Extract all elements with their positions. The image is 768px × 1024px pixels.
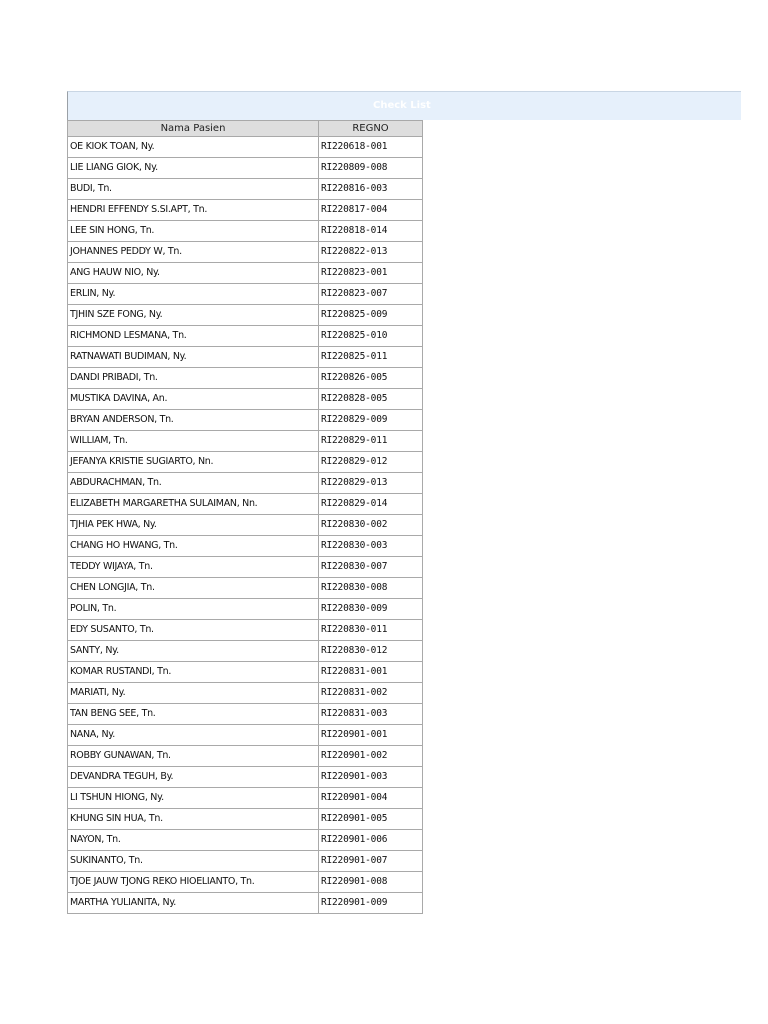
patient-name-cell: LIE LIANG GIOK, Ny.: [68, 158, 319, 179]
table-row: [68, 179, 423, 200]
regno-cell: RI220901-009: [319, 893, 423, 914]
table-row: [68, 284, 423, 305]
patient-name-cell: RICHMOND LESMANA, Tn.: [68, 326, 319, 347]
regno-cell: RI220831-001: [319, 662, 423, 683]
patient-name-cell: ABDURACHMAN, Tn.: [68, 473, 319, 494]
regno-cell: RI220829-011: [319, 431, 423, 452]
table-row: [68, 641, 423, 662]
regno-cell: RI220825-011: [319, 347, 423, 368]
patient-name-cell: LEE SIN HONG, Tn.: [68, 221, 319, 242]
patient-name-cell: RATNAWATI BUDIMAN, Ny.: [68, 347, 319, 368]
patient-name-cell: JEFANYA KRISTIE SUGIARTO, Nn.: [68, 452, 319, 473]
patient-name-cell: DANDI PRIBADI, Tn.: [68, 368, 319, 389]
table-row: [68, 515, 423, 536]
table-row: [68, 158, 423, 179]
table-row: [68, 305, 423, 326]
table-row: [68, 347, 423, 368]
patient-name-cell: KHUNG SIN HUA, Tn.: [68, 809, 319, 830]
report-title-band: [67, 91, 741, 120]
patient-name-cell: TJHIN SZE FONG, Ny.: [68, 305, 319, 326]
regno-cell: RI220901-004: [319, 788, 423, 809]
regno-cell: RI220831-003: [319, 704, 423, 725]
table-row: [68, 368, 423, 389]
table-row: [68, 725, 423, 746]
patient-name-cell: ROBBY GUNAWAN, Tn.: [68, 746, 319, 767]
table-row: [68, 767, 423, 788]
table-row: [68, 263, 423, 284]
regno-cell: RI220901-005: [319, 809, 423, 830]
regno-cell: RI220823-001: [319, 263, 423, 284]
regno-cell: RI220829-014: [319, 494, 423, 515]
table-row: [68, 809, 423, 830]
table-row: [68, 704, 423, 725]
patient-name-cell: NAYON, Tn.: [68, 830, 319, 851]
patient-name-cell: OE KIOK TOAN, Ny.: [68, 137, 319, 158]
regno-cell: RI220809-008: [319, 158, 423, 179]
patient-name-cell: EDY SUSANTO, Tn.: [68, 620, 319, 641]
table-row: [68, 410, 423, 431]
regno-cell: RI220825-009: [319, 305, 423, 326]
patient-name-cell: DEVANDRA TEGUH, By.: [68, 767, 319, 788]
regno-cell: RI220829-012: [319, 452, 423, 473]
patient-name-cell: SUKINANTO, Tn.: [68, 851, 319, 872]
patient-name-cell: MARIATI, Ny.: [68, 683, 319, 704]
regno-cell: RI220901-007: [319, 851, 423, 872]
patient-name-cell: POLIN, Tn.: [68, 599, 319, 620]
patient-name-cell: ELIZABETH MARGARETHA SULAIMAN, Nn.: [68, 494, 319, 515]
patient-name-cell: ERLIN, Ny.: [68, 284, 319, 305]
patient-name-cell: BUDI, Tn.: [68, 179, 319, 200]
patient-name-cell: ANG HAUW NIO, Ny.: [68, 263, 319, 284]
patient-name-cell: CHEN LONGJIA, Tn.: [68, 578, 319, 599]
regno-cell: RI220830-007: [319, 557, 423, 578]
regno-cell: RI220822-013: [319, 242, 423, 263]
table-row: [68, 242, 423, 263]
regno-cell: RI220830-002: [319, 515, 423, 536]
patient-name-cell: TAN BENG SEE, Tn.: [68, 704, 319, 725]
regno-cell: RI220830-003: [319, 536, 423, 557]
regno-cell: RI220826-005: [319, 368, 423, 389]
table-row: [68, 746, 423, 767]
table-row: [68, 599, 423, 620]
patient-name-cell: BRYAN ANDERSON, Tn.: [68, 410, 319, 431]
regno-cell: RI220830-009: [319, 599, 423, 620]
regno-cell: RI220823-007: [319, 284, 423, 305]
patient-name-cell: CHANG HO HWANG, Tn.: [68, 536, 319, 557]
regno-cell: RI220817-004: [319, 200, 423, 221]
table-row: [68, 788, 423, 809]
table-row: [68, 557, 423, 578]
regno-cell: RI220831-002: [319, 683, 423, 704]
regno-cell: RI220829-009: [319, 410, 423, 431]
column-header-regno: REGNO: [319, 121, 423, 137]
table-row: [68, 326, 423, 347]
table-header-row: [68, 121, 423, 137]
table-row: [68, 494, 423, 515]
regno-cell: RI220901-003: [319, 767, 423, 788]
regno-cell: RI220830-011: [319, 620, 423, 641]
table-row: [68, 200, 423, 221]
patient-name-cell: JOHANNES PEDDY W, Tn.: [68, 242, 319, 263]
regno-cell: RI220830-008: [319, 578, 423, 599]
table-row: [68, 389, 423, 410]
patient-name-cell: HENDRI EFFENDY S.SI.APT, Tn.: [68, 200, 319, 221]
table-row: [68, 872, 423, 893]
report-title: Check List: [373, 100, 431, 111]
table-row: [68, 221, 423, 242]
regno-cell: RI220901-001: [319, 725, 423, 746]
table-row: [68, 431, 423, 452]
regno-cell: RI220901-002: [319, 746, 423, 767]
regno-cell: RI220825-010: [319, 326, 423, 347]
patient-name-cell: WILLIAM, Tn.: [68, 431, 319, 452]
patient-table: [67, 120, 423, 914]
table-row: [68, 473, 423, 494]
regno-cell: RI220901-006: [319, 830, 423, 851]
regno-cell: RI220618-001: [319, 137, 423, 158]
table-row: [68, 851, 423, 872]
patient-name-cell: LI TSHUN HIONG, Ny.: [68, 788, 319, 809]
table-row: [68, 137, 423, 158]
table-row: [68, 893, 423, 914]
patient-name-cell: KOMAR RUSTANDI, Tn.: [68, 662, 319, 683]
regno-cell: RI220829-013: [319, 473, 423, 494]
table-row: [68, 578, 423, 599]
regno-cell: RI220830-012: [319, 641, 423, 662]
table-row: [68, 452, 423, 473]
patient-name-cell: MARTHA YULIANITA, Ny.: [68, 893, 319, 914]
regno-cell: RI220901-008: [319, 872, 423, 893]
table-row: [68, 662, 423, 683]
patient-name-cell: TEDDY WIJAYA, Tn.: [68, 557, 319, 578]
regno-cell: RI220816-003: [319, 179, 423, 200]
table-row: [68, 536, 423, 557]
patient-name-cell: SANTY, Ny.: [68, 641, 319, 662]
table-row: [68, 683, 423, 704]
regno-cell: RI220828-005: [319, 389, 423, 410]
patient-name-cell: TJHIA PEK HWA, Ny.: [68, 515, 319, 536]
table-row: [68, 620, 423, 641]
patient-name-cell: MUSTIKA DAVINA, An.: [68, 389, 319, 410]
patient-name-cell: TJOE JAUW TJONG REKO HIOELIANTO, Tn.: [68, 872, 319, 893]
patient-name-cell: NANA, Ny.: [68, 725, 319, 746]
column-header-name: Nama Pasien: [68, 121, 319, 137]
table-row: [68, 830, 423, 851]
regno-cell: RI220818-014: [319, 221, 423, 242]
